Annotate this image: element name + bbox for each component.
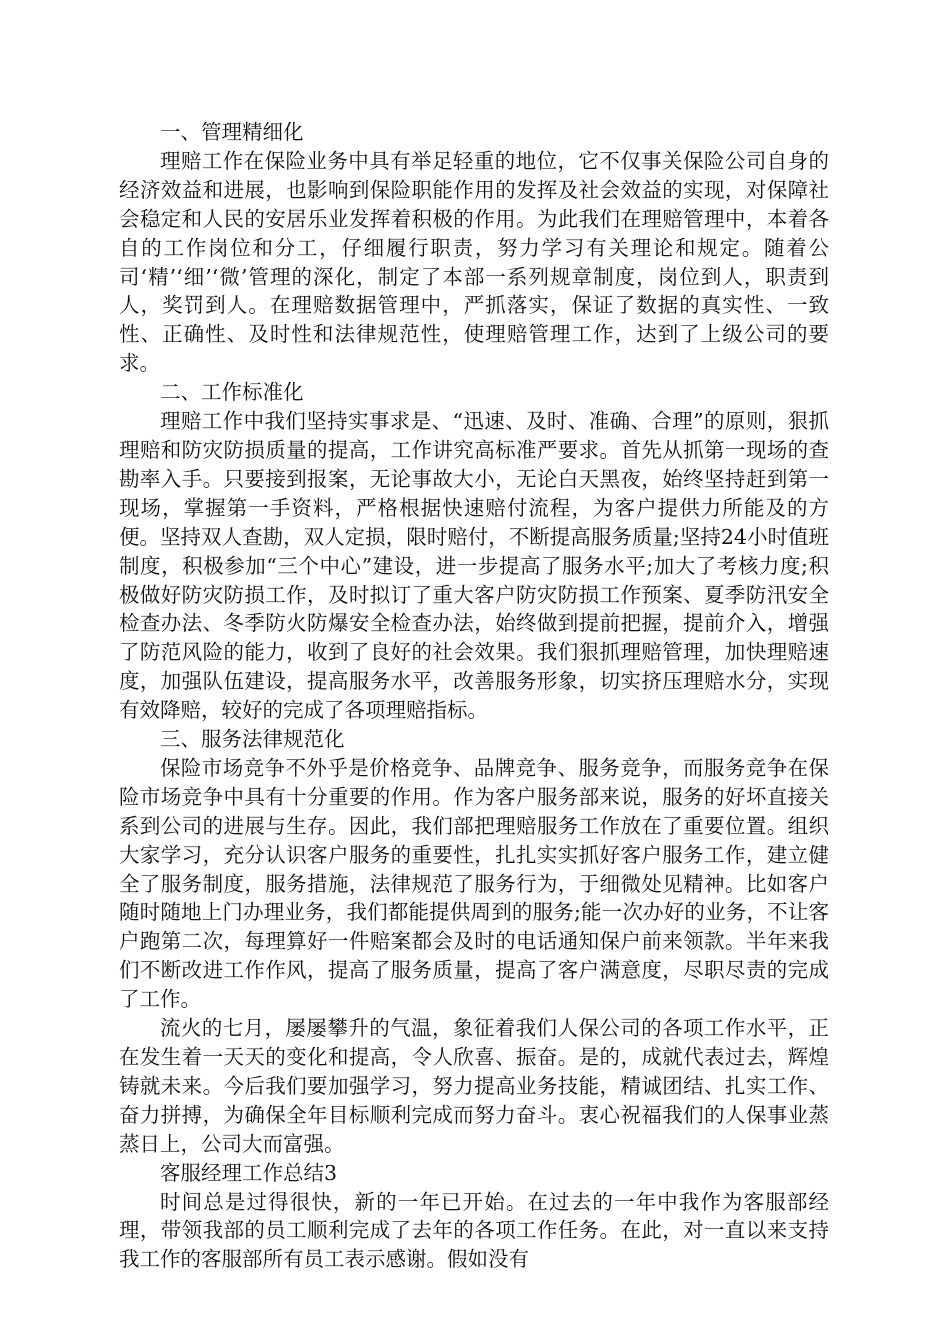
paragraph-work-standardization: 理赔工作中我们坚持实事求是、“迅速、及时、准确、合理”的原则，狠抓理赔和防灾防损质量的提高，工作讲究高标准严要求。首先从抓第一现场的查勘率入手。只要接到报案，无论事故大小，无论白天黑夜，始终坚持赶到第一现场，掌握第一手资料，严格根据快速赔付流程，为客户提供力所能及的方便。坚持双人查勘，双人定损，限时赔付，不断提高服务质量;坚持24小时值班制度，积极参加“三个中心”建设，进一步提高了服务水平;加大了考核力度;积极做好防灾防损工作，及时拟订了重大客户防灾防损工作预案、夏季防汛安全检查办法、冬季防火防爆安全检查办法，始终做到提前把握，提前介入，增强了防范风险的能力，收到了良好的社会效果。我们狠抓理赔管理，加快理赔速度，加强队伍建设，提高服务水平，改善服务形象，切实挤压理赔水分，实现有效降赔，较好的完成了各项理赔指标。 <box>119 409 829 723</box>
document-body <box>119 118 829 1274</box>
paragraph-claims-management: 理赔工作在保险业务中具有举足轻重的地位，它不仅事关保险公司自身的经济效益和进展，也影响到保险职能作用的发挥及社会效益的实现，对保障社会稳定和人民的安居乐业发挥着积极的作用。为此我们在理赔管理中，本着各自的工作岗位和分工，仔细履行职责，努力学习有关理论和规定。随着公司‘精’‘细’‘微’管理的深化，制定了本部一系列规章制度，岗位到人，职责到人，奖罚到人。在理赔数据管理中，严抓落实，保证了数据的真实性、一致性、正确性、及时性和法律规范性，使理赔管理工作，达到了上级公司的要求。 <box>119 148 829 376</box>
section-heading-1: 一、管理精细化 <box>160 120 304 144</box>
summary-title-3: 客服经理工作总结3 <box>160 1160 338 1185</box>
paragraph-july-outlook: 流火的七月，屡屡攀升的气温，象征着我们人保公司的各项工作水平，正在发生着一天天的变化和提高，令人欣喜、振奋。是的，成就代表过去，辉煌铸就未来。今后我们要加强学习，努力提高业务技能，精诚团结、扎实工作、奋力拼搏，为确保全年目标顺利完成而努力奋斗。衷心祝福我们的人保事业蒸蒸日上，公司大而富强。 <box>119 1016 829 1156</box>
section-heading-3: 三、服务法律规范化 <box>160 727 345 752</box>
paragraph-summary-intro: 时间总是过得很快，新的一年已开始。在过去的一年中我作为客服部经理，带领我部的员工顺利完成了去年的各项工作任务。在此，对一直以来支持我工作的客服部所有员工表示感谢。假如没有 <box>119 1189 829 1272</box>
section-heading-2: 二、工作标准化 <box>160 380 304 405</box>
paragraph-service-standardization: 保险市场竞争不外乎是价格竞争、品牌竞争、服务竞争，而服务竞争在保险市场竞争中具有十分重要的作用。作为客户服务部来说，服务的好坏直接关系到公司的进展与生存。因此，我们部把理赔服务工作放在了重要位置。组织大家学习，充分认识客户服务的重要性，扎扎实实抓好客户服务工作，建立健全了服务制度，服务措施，法律规范了服务行为，于细微处见精神。比如客户随时随地上门办理业务，我们都能提供周到的服务;能一次办好的业务，不让客户跑第二次，每理算好一件赔案都会及时的电话通知保户前来领款。半年来我们不断改进工作作风，提高了服务质量，提高了客户满意度，尽职尽责的完成了工作。 <box>119 755 829 1012</box>
